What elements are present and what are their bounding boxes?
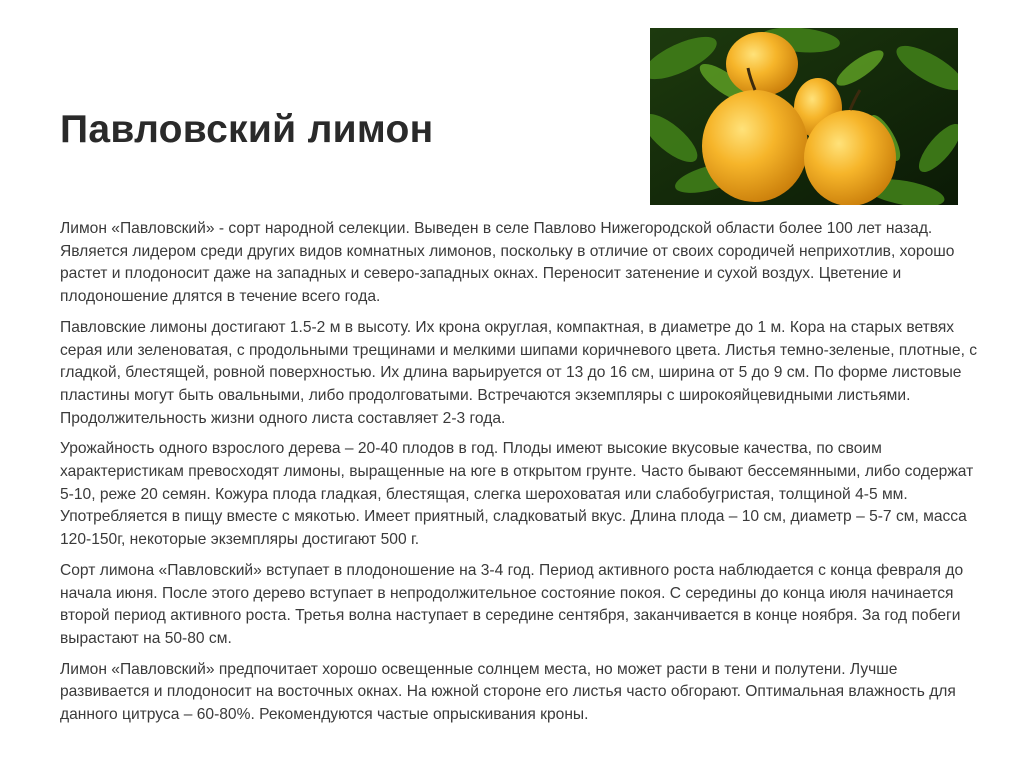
- paragraph-description: Павловские лимоны достигают 1.5-2 м в высоту. Их крона округлая, компактная, в диаметре до 1 м. Кора на старых ветвях серая или зеленоватая, с продольными трещинами и мелкими шипами коричневого цвета. Листья темно-зеленые, плотные, с гладкой, блестящей, ровной поверхностью. Их длина варьируется от 13 до 16 см, ширина от 5 до 9 см. По форме листовые пластины могут быть овальными, либо продолговатыми. Встречаются экземпляры с широкояйцевидными листьями. Продолжительность жизни одного листа составляет 2-3 года.: [60, 318, 978, 427]
- paragraph-care: Лимон «Павловский» предпочитает хорошо освещенные солнцем места, но может расти в тени и полутени. Лучше развивается и плодоносит на восточных окнах. На южной стороне его листья часто обгорают. Оптимальная влажность для данного цитруса – 60-80%. Рекомендуются частые опрыскивания кроны.: [60, 660, 956, 724]
- paragraph-growth: Сорт лимона «Павловский» вступает в плодоношение на 3-4 год. Период активного роста наблюдается с конца февраля до начала июня. После этого дерево вступает в непродолжительное состояние покоя. С середины до конца июля начинается второй период активного роста. Третья волна наступает в середине сентября, заканчивается в конце ноября. За год побеги вырастают на 50-80 см.: [60, 561, 964, 647]
- lemon-tree-photo: [650, 28, 958, 205]
- article-body: [60, 218, 978, 735]
- paragraph-intro: Лимон «Павловский» - сорт народной селекции. Выведен в селе Павлово Нижегородской области более 100 лет назад. Является лидером среди других видов комнатных лимонов, поскольку в отличие от своих сородичей неприхотлив, хорошо растет и плодоносит даже на западных и северо-западных окнах. Переносит затенение и сухой воздух. Цветение и плодоношение длятся в течение всего года.: [60, 220, 955, 306]
- page-title: Павловский лимон: [60, 108, 434, 151]
- paragraph-yield: Урожайность одного взрослого дерева – 20-40 плодов в год. Плоды имеют высокие вкусовые качества, по своим характеристикам превосходят лимоны, выращенные на юге в открытом грунте. Часто бывают бессемянными, либо содержат 5-10, реже 20 семян. Кожура плода гладкая, блестящая, слегка шероховатая или слабобугристая, толщиной 4-5 мм. Употребляется в пищу вместе с мякотью. Имеет приятный, сладковатый вкус. Длина плода – 10 см, диаметр – 5-7 см, масса 120-150г, некоторые экземпляры достигают 500 г.: [60, 440, 974, 549]
